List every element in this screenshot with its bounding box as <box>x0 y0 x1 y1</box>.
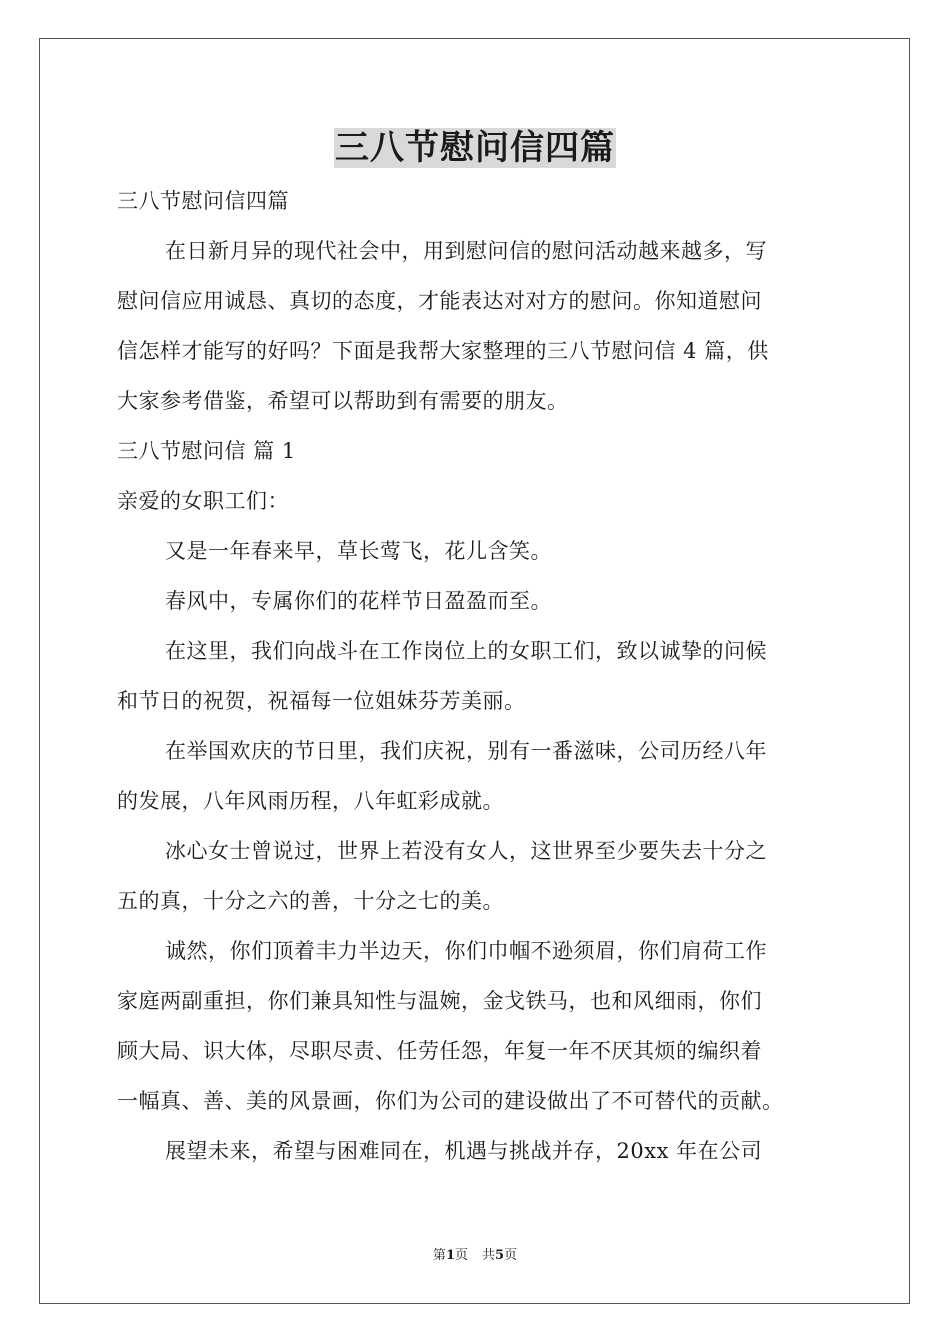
text-line: 家庭两副重担，你们兼具知性与温婉，金戈铁马，也和风细雨，你们 <box>117 989 762 1013</box>
footer-total-suffix: 页 <box>504 1248 518 1263</box>
paragraph <box>117 926 837 1126</box>
text-line: 展望未来，希望与困难同在，机遇与挑战并存，20xx 年在公司 <box>165 1139 763 1163</box>
text-line: 的发展，八年风雨历程，八年虹彩成就。 <box>117 789 504 813</box>
text-line: 慰问信应用诚恳、真切的态度，才能表达对对方的慰问。你知道慰问 <box>117 289 762 313</box>
footer-total-pages: 5 <box>495 1248 505 1263</box>
text-line: 又是一年春来早，草长莺飞，花儿含笑。 <box>165 539 552 563</box>
text-line: 在举国欢庆的节日里，我们庆祝，别有一番滋味，公司历经八年 <box>165 739 767 763</box>
text-line: 在这里，我们向战斗在工作岗位上的女职工们，致以诚挚的问候 <box>165 639 767 663</box>
paragraph <box>117 576 837 626</box>
paragraph <box>117 226 837 426</box>
text-line: 冰心女士曾说过，世界上若没有女人，这世界至少要失去十分之 <box>165 839 767 863</box>
text-line: 在日新月异的现代社会中，用到慰问信的慰问活动越来越多，写 <box>165 239 767 263</box>
text-line: 大家参考借鉴，希望可以帮助到有需要的朋友。 <box>117 389 569 413</box>
footer-prefix: 第 <box>432 1248 446 1263</box>
page-footer <box>0 1247 950 1265</box>
text-line: 五的真，十分之六的善，十分之七的美。 <box>117 889 504 913</box>
text-line: 信怎样才能写的好吗？下面是我帮大家整理的三八节慰问信 4 篇，供 <box>117 339 769 363</box>
paragraph <box>117 426 837 476</box>
text-line: 春风中，专属你们的花样节日盈盈而至。 <box>165 589 552 613</box>
text-line: 诚然，你们顶着丰力半边天，你们巾帼不逊须眉，你们肩荷工作 <box>165 939 767 963</box>
paragraph <box>117 476 837 526</box>
paragraph <box>117 826 837 926</box>
paragraph <box>117 526 837 576</box>
paragraph <box>117 1126 837 1176</box>
text-line: 三八节慰问信 篇 1 <box>117 439 296 463</box>
footer-current-page: 1 <box>445 1248 455 1263</box>
document-title <box>0 125 950 171</box>
text-line: 一幅真、善、美的风景画，你们为公司的建设做出了不可替代的贡献。 <box>117 1089 784 1113</box>
document-title-text: 三八节慰问信四篇 <box>335 128 615 168</box>
text-line: 顾大局、识大体，尽职尽责、任劳任怨，年复一年不厌其烦的编织着 <box>117 1039 762 1063</box>
text-line: 三八节慰问信四篇 <box>117 189 289 213</box>
text-line: 亲爱的女职工们： <box>117 489 289 513</box>
footer-total-prefix: 共 <box>482 1248 496 1263</box>
paragraph <box>117 176 837 226</box>
paragraph <box>117 626 837 726</box>
document-body <box>117 176 837 1176</box>
footer-page-word: 页 <box>454 1248 468 1263</box>
paragraph <box>117 726 837 826</box>
text-line: 和节日的祝贺，祝福每一位姐妹芬芳美丽。 <box>117 689 526 713</box>
